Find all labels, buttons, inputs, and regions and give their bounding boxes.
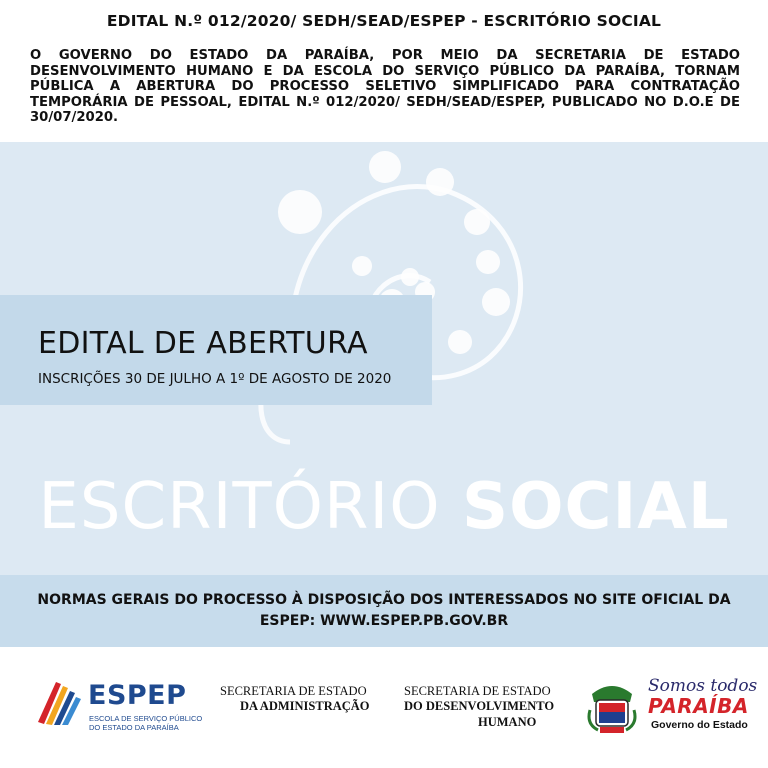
sec-admin-line2: DA ADMINISTRAÇÃO [240,699,370,713]
edital-title: EDITAL N.º 012/2020/ SEDH/SEAD/ESPEP - ESCRITÓRIO SOCIAL [106,12,662,30]
sec-dev-line1: SECRETARIA DE ESTADO [404,684,551,698]
sec-admin-line1: SECRETARIA DE ESTADO [220,684,367,698]
sec-dev-line2: DO DESENVOLVIMENTO [404,699,555,713]
gov-slogan: Somos todos [648,676,758,696]
wordmark-part2: SOCIAL [462,470,730,544]
espep-logo-icon [36,678,86,726]
wordmark-part1: ESCRITÓRIO [38,470,463,544]
edital-intro-paragraph: O GOVERNO DO ESTADO DA PARAÍBA, POR MEIO DA SECRETARIA DE ESTADO DESENVOLVIMENTO HUMANO E DA ESCOLA DO SERVIÇO PÚBLICO DA PARAÍBA, TORNAM PÚBLICA A ABERTURA DO PROCESSO SELETIVO SIMPLIFICADO PARA CONTRATAÇÃO TEMPORÁRIA DE PESSOAL, EDITAL N.º 012/2020/ SEDH/SEAD/ESPEP, PUBLICADO NO D.O.E DE 30/07/2020. [30,48,740,125]
sec-dev-line3: HUMANO [478,715,537,729]
gov-label: Governo do Estado [651,719,748,731]
espep-line1: ESCOLA DE SERVIÇO PÚBLICO [89,714,203,723]
banner-subtitle: INSCRIÇÕES 30 DE JULHO A 1º DE AGOSTO DE 2020 [38,371,392,387]
banner-title: EDITAL DE ABERTURA [38,326,368,361]
norms-text: NORMAS GERAIS DO PROCESSO À DISPOSIÇÃO DOS INTERESSADOS NO SITE OFICIAL DA ESPEP: WWW.ESPEP.PB.GOV.BR [37,592,731,629]
espep-subtitle [89,714,202,732]
state-crest-icon [586,680,638,736]
gov-state-name: PARAÍBA [648,694,749,718]
espep-name: ESPEP [88,680,187,711]
escritorio-social-wordmark [0,470,768,544]
espep-line2: DO ESTADO DA PARAÍBA [89,723,179,732]
